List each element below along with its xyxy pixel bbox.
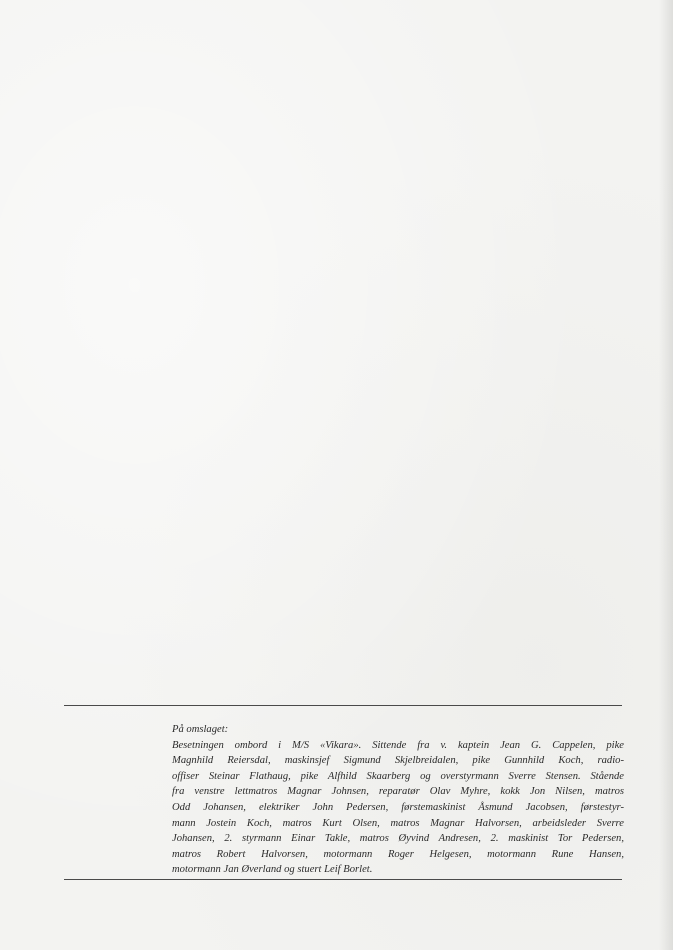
paper-edge-shadow	[659, 0, 673, 950]
caption-line: matros Robert Halvorsen, motormann Roger Helgesen, motormann Rune Hansen,	[172, 848, 624, 860]
caption-line: Odd Johansen, elektriker John Pedersen, førstemaskinist Åsmund Jacobsen, førstestyr-	[172, 801, 624, 813]
caption-heading: På omslaget:	[172, 724, 229, 735]
top-divider-rule	[64, 705, 622, 706]
caption-line: motormann Jan Øverland og stuert Leif Borlet.	[172, 864, 373, 876]
caption-line: Johansen, 2. styrmann Einar Takle, matros Øyvind Andresen, 2. maskinist Tor Pedersen,	[172, 833, 624, 845]
caption-line: Besetningen ombord i M/S «Vikara». Sittende fra v. kaptein Jean G. Cappelen, pike	[172, 739, 624, 751]
caption-line: Magnhild Reiersdal, maskinsjef Sigmund Skjelbreidalen, pike Gunnhild Koch, radio-	[172, 755, 624, 767]
caption-line: mann Jostein Koch, matros Kurt Olsen, matros Magnar Halvorsen, arbeidsleder Sverre	[172, 817, 624, 829]
bottom-divider-rule	[64, 879, 622, 880]
caption-line: offiser Steinar Flathaug, pike Alfhild Skaarberg og overstyrmann Sverre Stensen. Stående	[172, 770, 624, 782]
cover-caption	[172, 722, 624, 878]
caption-line: fra venstre lettmatros Magnar Johnsen, reparatør Olav Myhre, kokk Jon Nilsen, matros	[172, 786, 624, 798]
